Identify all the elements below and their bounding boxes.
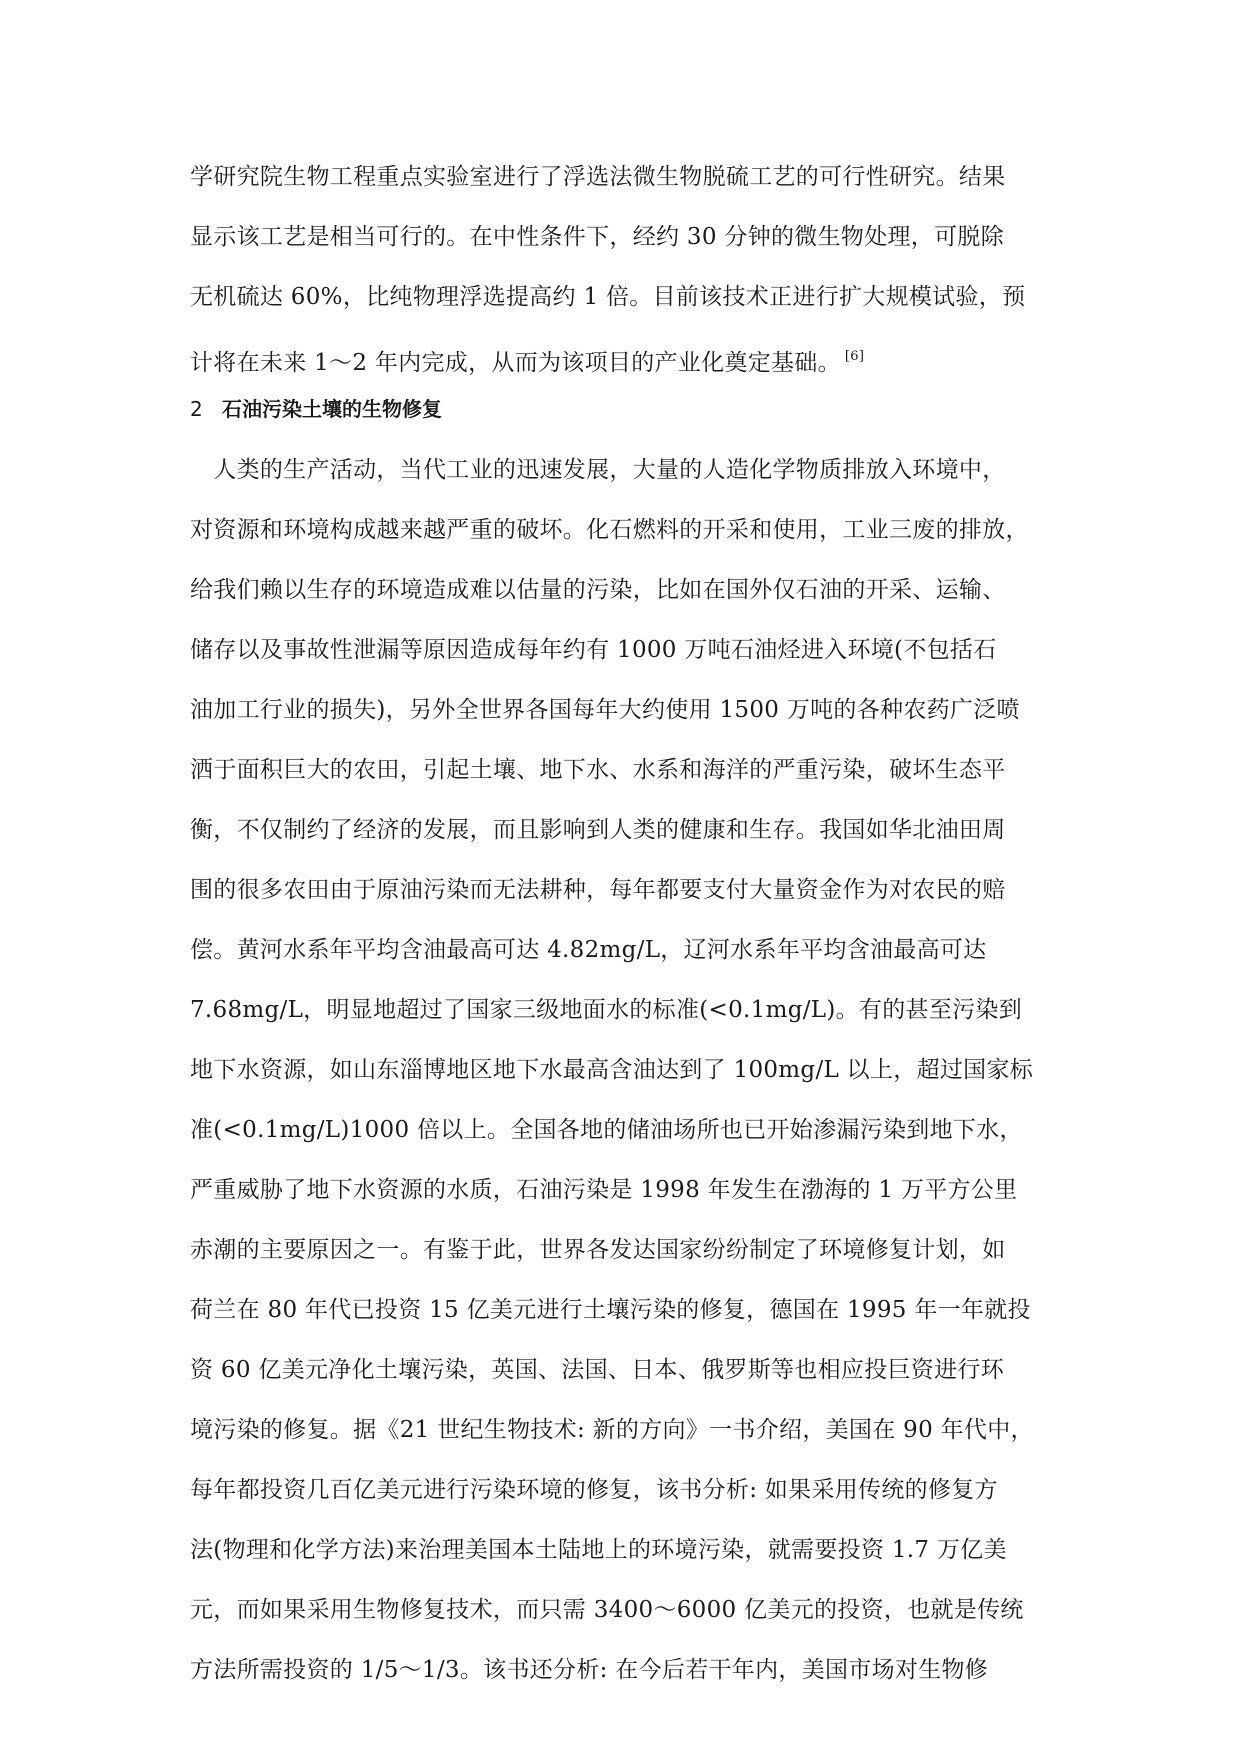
paragraph-line: 计将在未来 1～2 年内完成，从而为该项目的产业化奠定基础。 [190, 350, 841, 376]
section-number: 2 [190, 397, 203, 421]
paragraph-line: 资 60 亿美元净化土壤污染，英国、法国、日本、俄罗斯等也相应投巨资进行环 [190, 1357, 1004, 1383]
paragraph-line: 法(物理和化学方法)来治理美国本土陆地上的环境污染，就需要投资 1.7 万亿美 [190, 1537, 1007, 1563]
paragraph-line: 给我们赖以生存的环境造成难以估量的污染，比如在国外仅石油的开采、运输、 [190, 577, 1006, 603]
paragraph-line: 偿。黄河水系年平均含油最高可达 4.82mg/L，辽河水系年平均含油最高可达 [190, 937, 987, 963]
paragraph-line: 人类的生产活动，当代工业的迅速发展，大量的人造化学物质排放入环境中， [190, 457, 1006, 483]
paragraph-line: 地下水资源，如山东淄博地区地下水最高含油达到了 100mg/L 以上，超过国家标 [190, 1057, 1034, 1083]
paragraph-line: 荷兰在 80 年代已投资 15 亿美元进行土壤污染的修复，德国在 1995 年一年就投 [190, 1297, 1031, 1323]
paragraph-line: 储存以及事故性泄漏等原因造成每年约有 1000 万吨石油烃进入环境(不包括石 [190, 637, 997, 663]
paragraph-line: 洒于面积巨大的农田，引起土壤、地下水、水系和海洋的严重污染，破坏生态平 [190, 757, 1006, 783]
paragraph-line-with-citation [190, 342, 1070, 378]
paragraph-line: 无机硫达 60%，比纯物理浮选提高约 1 倍。目前该技术正进行扩大规模试验，预 [190, 284, 1026, 310]
section-title: 石油污染土壤的生物修复 [222, 397, 442, 421]
paragraph-line: 每年都投资几百亿美元进行污染环境的修复，该书分析: 如果采用传统的修复方 [190, 1477, 998, 1503]
paragraph-line: 准(<0.1mg/L)1000 倍以上。全国各地的储油场所也已开始渗漏污染到地下水， [190, 1117, 1023, 1143]
paragraph-line: 显示该工艺是相当可行的。在中性条件下，经约 30 分钟的微生物处理，可脱除 [190, 224, 1004, 250]
paragraph-line: 赤潮的主要原因之一。有鉴于此，世界各发达国家纷纷制定了环境修复计划，如 [190, 1237, 1006, 1263]
paragraph-line: 7.68mg/L，明显地超过了国家三级地面水的标准(<0.1mg/L)。有的甚至污染到 [190, 997, 1023, 1023]
paragraph-line: 围的很多农田由于原油污染而无法耕种，每年都要支付大量资金作为对农民的赔 [190, 877, 1006, 903]
paragraph-line: 油加工行业的损失)，另外全世界各国每年大约使用 1500 万吨的各种农药广泛喷 [190, 697, 1020, 723]
paragraph-line: 衡，不仅制约了经济的发展，而且影响到人类的健康和生存。我国如华北油田周 [190, 817, 1006, 843]
paragraph-line: 严重威胁了地下水资源的水质，石油污染是 1998 年发生在渤海的 1 万平方公里 [190, 1177, 1018, 1203]
paragraph-line: 境污染的修复。据《21 世纪生物技术: 新的方向》一书介绍，美国在 90 年代中， [190, 1417, 1034, 1443]
paragraph-line: 学研究院生物工程重点实验室进行了浮选法微生物脱硫工艺的可行性研究。结果 [190, 164, 1006, 190]
section-heading [190, 394, 442, 424]
paragraph-line: 元，而如果采用生物修复技术，而只需 3400～6000 亿美元的投资，也就是传统 [190, 1597, 1024, 1623]
citation-ref: [6] [844, 349, 865, 364]
paragraph-line: 对资源和环境构成越来越严重的破坏。化石燃料的开采和使用，工业三废的排放， [190, 517, 1029, 543]
paragraph-line: 方法所需投资的 1/5～1/3。该书还分析: 在今后若干年内，美国市场对生物修 [190, 1657, 989, 1683]
